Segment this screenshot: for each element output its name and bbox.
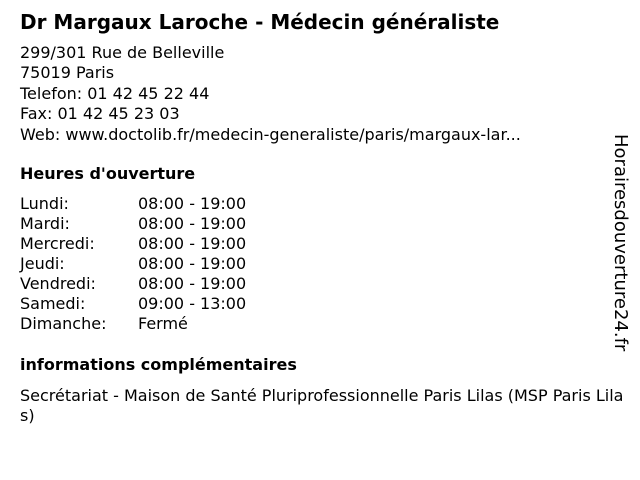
additional-info-text: Secrétariat - Maison de Santé Pluriprofessionnelle Paris Lilas (MSP Paris Lilas) — [20, 386, 624, 425]
day-label: Mercredi: — [20, 234, 95, 253]
address-street: 299/301 Rue de Belleville — [20, 43, 225, 62]
day-hours: Fermé — [138, 314, 188, 333]
opening-hours-table — [20, 194, 246, 334]
website-label: Web: — [20, 124, 66, 144]
website-link[interactable]: www.doctolib.fr/medecin-generaliste/paris/margaux-lar... — [65, 124, 521, 144]
day-hours: 09:00 - 13:00 — [138, 294, 247, 313]
additional-info-heading: informations complémentaires — [20, 355, 297, 374]
contact-block — [20, 43, 521, 145]
day-label: Dimanche: — [20, 314, 107, 333]
hours-row — [20, 254, 246, 274]
hours-row — [20, 294, 246, 314]
day-label: Samedi: — [20, 294, 86, 313]
day-hours: 08:00 - 19:00 — [138, 274, 247, 293]
opening-hours-heading: Heures d'ouverture — [20, 164, 196, 183]
page-title: Dr Margaux Laroche - Médecin généraliste — [20, 10, 500, 34]
day-label: Vendredi: — [20, 274, 96, 293]
day-hours: 08:00 - 19:00 — [138, 254, 247, 273]
day-hours: 08:00 - 19:00 — [138, 194, 247, 213]
hours-row — [20, 314, 246, 334]
day-hours: 08:00 - 19:00 — [138, 214, 247, 233]
site-watermark: Horairesdouverture24.fr — [610, 134, 631, 352]
day-label: Mardi: — [20, 214, 70, 233]
hours-row — [20, 234, 246, 254]
hours-row — [20, 274, 246, 294]
day-hours: 08:00 - 19:00 — [138, 234, 247, 253]
fax-number: Fax: 01 42 45 23 03 — [20, 104, 180, 124]
address-city: 75019 Paris — [20, 63, 115, 83]
hours-row — [20, 194, 246, 214]
day-label: Jeudi: — [20, 254, 65, 273]
hours-row — [20, 214, 246, 234]
website-line — [20, 125, 521, 145]
day-label: Lundi: — [20, 194, 69, 213]
phone-number: Telefon: 01 42 45 22 44 — [20, 83, 210, 103]
